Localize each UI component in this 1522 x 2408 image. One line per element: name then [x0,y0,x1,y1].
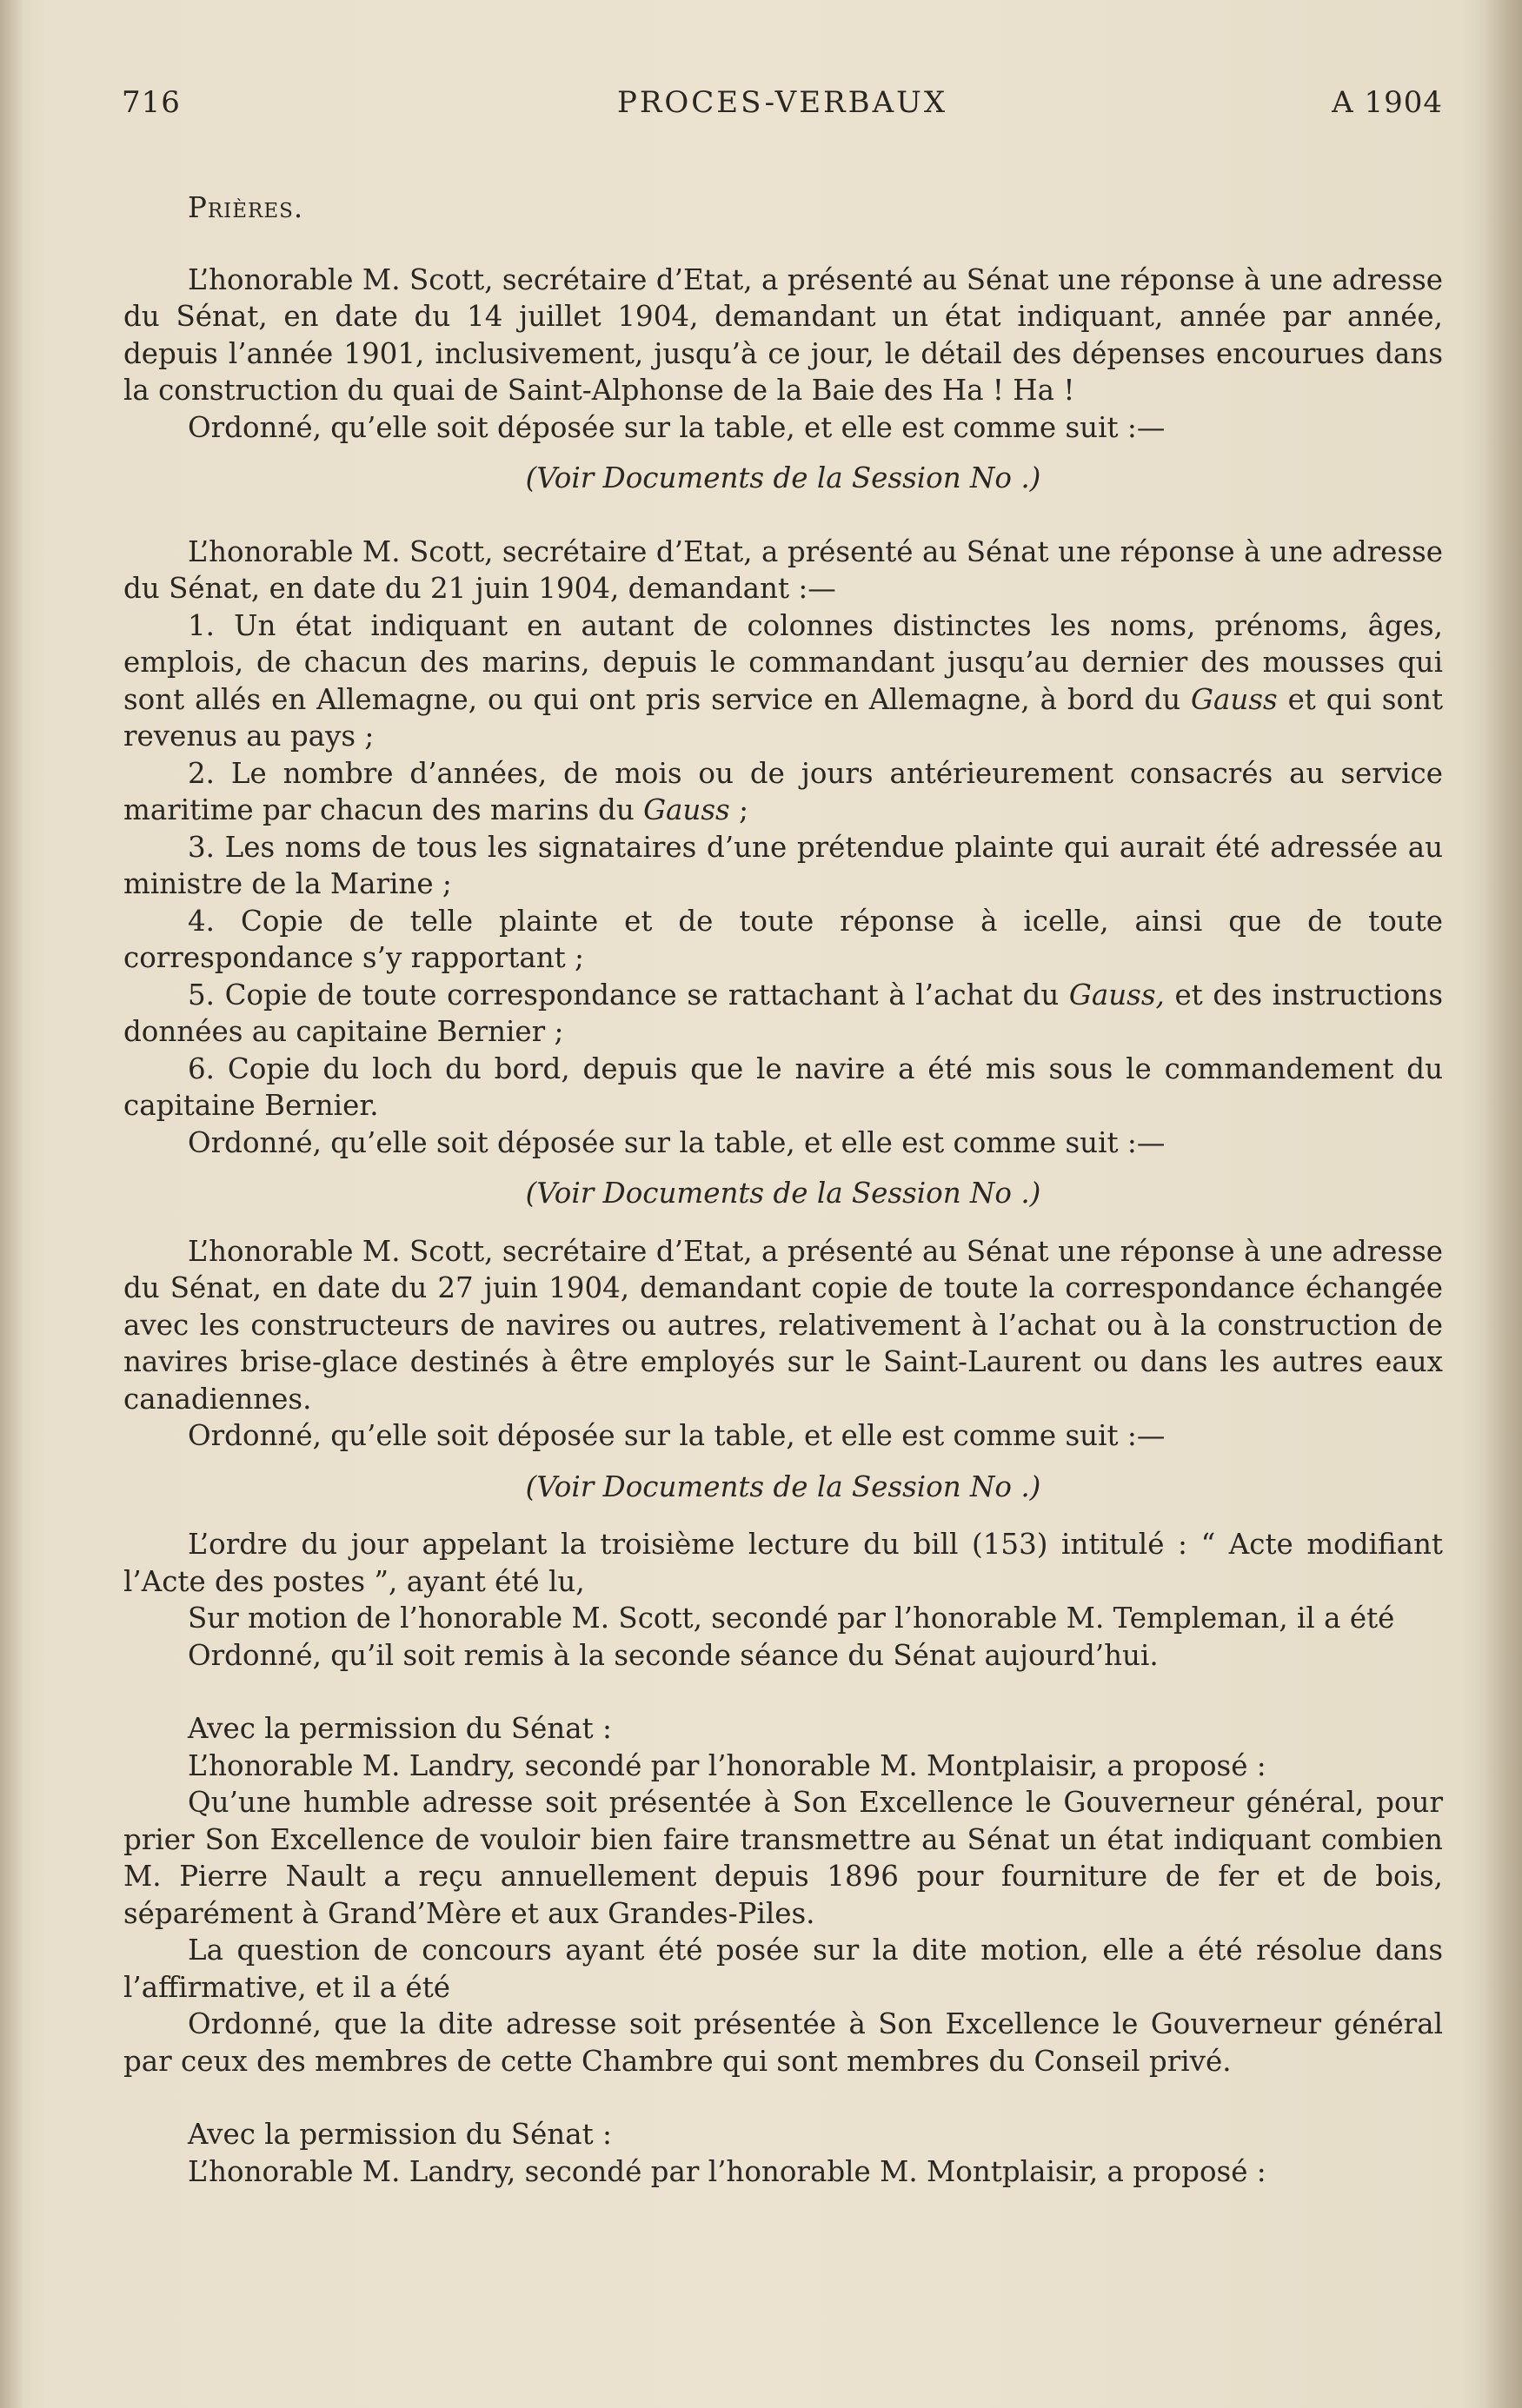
documents-reference-3: (Voir Documents de la Session No .) [525,1469,1041,1503]
list-item-2: 2. Le nombre d’années, de mois ou de jours antérieurement consacrés au service maritime par chacun des marins du Gauss ; [123,756,1443,826]
proposal-line-1: L’honorable M. Landry, secondé par l’honorable M. Montplaisir, a proposé : [188,1748,1266,1782]
list-item-5: 5. Copie de toute correspondance se rattachant à l’achat du Gauss, et des instructions données au capitaine Bernier ; [123,978,1444,1048]
list-item-3: 3. Les noms de tous les signataires d’une prétendue plainte qui aurait été adressée au ministre de la Marine ; [123,830,1443,900]
header-title: PROCES-VERBAUX [616,85,948,120]
order-line-3: Ordonné, qu’elle soit déposée sur la table, et elle est comme suit :— [188,1419,1166,1452]
list-item-6: 6. Copie du loch du bord, depuis que le navire a été mis sous le commandement du capitaine Bernier. [123,1051,1443,1122]
address-paragraph: Qu’une humble adresse soit présentée à Son Excellence le Gouverneur général, pour prier Son Excellence de vouloir bien faire transmettre au Sénat un état indiquant combien M. Pierre Nault a reçu annuellement depuis 1896 pour fourniture de fer et de bois, séparément à Grand’Mère et aux Grandes-Piles. [123,1786,1443,1930]
section-title: Prières. [188,191,304,224]
order-line-5: Ordonné, que la dite adresse soit présentée à Son Excellence le Gouverneur général par ceux des membres de cette Chambre qui sont membres du Conseil privé. [123,2007,1443,2078]
order-line-2: Ordonné, qu’elle soit déposée sur la table, et elle est comme suit :— [188,1125,1166,1159]
permission-line-1: Avec la permission du Sénat : [188,1712,612,1745]
order-line-4: Ordonné, qu’il soit remis à la seconde séance du Sénat aujourd’hui. [188,1638,1159,1672]
ship-name: Gauss, [1068,978,1165,1012]
paragraph-scott-reply-1: L’honorable M. Scott, secrétaire d’Etat, a présenté au Sénat une réponse à une adresse du Sénat, en date du 14 juillet 1904, demandant un état indiquant, année par année, depuis l’année 1901, inclusivement, jusqu’à ce jour, le détail des dépenses encourues dans la construction du quai de Saint-Alphonse de la Baie des Ha ! Ha ! [123,262,1443,407]
paragraph-motion: Sur motion de l’honorable M. Scott, secondé par l’honorable M. Templeman, il a été [188,1602,1395,1635]
page-edge [1484,0,1522,2408]
permission-line-2: Avec la permission du Sénat : [188,2118,612,2151]
header-year: A 1904 [1332,85,1443,120]
paragraph-order-of-day: L’ordre du jour appelant la troisième lecture du bill (153) intitulé : “ Acte modifiant l’Acte des postes ”, ayant été lu, [123,1528,1443,1598]
documents-reference-1: (Voir Documents de la Session No .) [525,461,1041,494]
list-item-1: 1. Un état indiquant en autant de colonnes distinctes les noms, prénoms, âges, emplois, de chacun des marins, depuis le commandant jusqu’au dernier des mousses qui sont allés en Allemagne, ou qui ont pris service en Allemagne, à bord du Gauss et qui sont revenus au pays ; [123,608,1443,753]
running-header [122,85,1443,129]
question-paragraph: La question de concours ayant été posée sur la dite motion, elle a été résolue dans l’affirmative, et il a été [123,1934,1443,2004]
documents-reference-2: (Voir Documents de la Session No .) [525,1177,1041,1210]
ship-name: Gauss [643,793,730,826]
list-item-4: 4. Copie de telle plainte et de toute réponse à icelle, ainsi que de toute correspondance s’y rapportant ; [123,904,1443,974]
ship-name: Gauss [1191,682,1278,716]
page-number: 716 [122,85,181,120]
proposal-line-2: L’honorable M. Landry, secondé par l’honorable M. Montplaisir, a proposé : [188,2154,1266,2188]
binding-shadow [0,0,24,2408]
order-line-1: Ordonné, qu’elle soit déposée sur la table, et elle est comme suit :— [188,410,1166,444]
paragraph-scott-reply-3: L’honorable M. Scott, secrétaire d’Etat, a présenté au Sénat une réponse à une adresse du Sénat, en date du 27 juin 1904, demandant copie de toute la correspondance échangée avec les constructeurs de navires ou autres, relativement à l’achat ou à la construction de navires brise-glace destinés à être employés sur le Saint-Laurent ou dans les autres eaux canadiennes. [123,1234,1443,1416]
paragraph-scott-reply-2: L’honorable M. Scott, secrétaire d’Etat, a présenté au Sénat une réponse à une adresse du Sénat, en date du 21 juin 1904, demandant :— [123,534,1443,605]
page-body [123,189,1443,2190]
